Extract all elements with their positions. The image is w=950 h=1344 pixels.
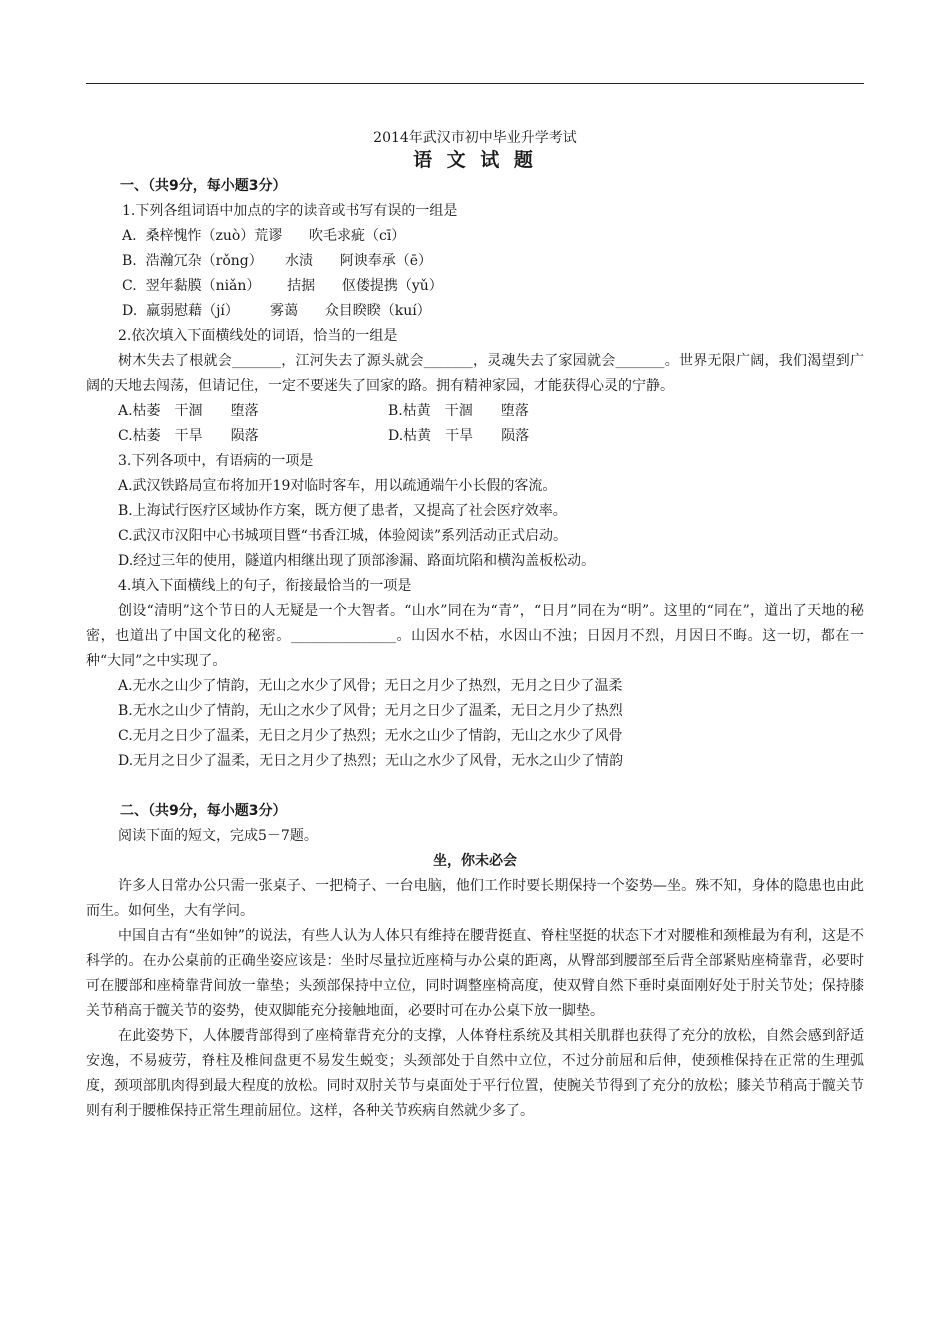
question-3-option-b: B.上海试行医疗区域协作方案，既方便了患者，又提高了社会医疗效率。	[118, 503, 567, 519]
question-1-option-a: A. 桑梓愧怍（zuò）荒谬 吹毛求疵（cī）	[122, 228, 406, 244]
question-2-option-c: C.枯萎 干旱 陨落	[118, 428, 259, 444]
section-spacer	[86, 774, 864, 799]
question-4-option-b: B.无水之山少了情韵，无山之水少了风骨；无月之日少了温柔，无日之月少了热烈	[118, 703, 623, 719]
article-paragraph-2: 中国自古有“坐如钟”的说法，有些人认为人体只有维持在腰背挺直、脊柱坚挺的状态下才对腰椎和颈椎最为有利，这是不科学的。在办公桌前的正确坐姿应该是：坐时尽量拉近座椅与办公桌的距离，从臀部到腰部至后背全部紧贴座椅靠背，必要时可在腰部和座椅靠背间放一靠垫；头颈部保持中立位，同时调整座椅高度，使双臂自然下垂时桌面刚好处于肘关节处；保持膝关节稍高于髋关节的姿势，使双脚能充分接触地面，必要时可在办公桌下放一脚垫。	[86, 928, 864, 1019]
question-3-option-d: D.经过三年的使用，隧道内相继出现了顶部渗漏、路面坑陷和横沟盖板松动。	[118, 553, 596, 569]
question-2-option-a: A.枯萎 干涸 堕落	[118, 403, 259, 419]
section-1-heading: 一、（共9分，每小题3分）	[120, 178, 287, 194]
question-2-option-b: B.枯黄 干涸 堕落	[388, 403, 529, 419]
header-rule	[86, 83, 864, 84]
article-paragraph-1: 许多人日常办公只需一张桌子、一把椅子、一台电脑，他们工作时要长期保持一个姿势—坐。殊不知，身体的隐患也由此而生。如何坐，大有学问。	[86, 878, 864, 919]
question-3-option-c: C.武汉市汉阳中心书城项目暨“书香江城，体验阅读”系列活动正式启动。	[118, 528, 567, 544]
subject-title: 语 文 试 题	[413, 149, 537, 171]
question-4-option-d: D.无月之日少了温柔，无日之月少了热烈；无山之水少了风骨，无水之山少了情韵	[118, 753, 624, 769]
section-2-heading: 二、（共9分，每小题3分）	[120, 803, 287, 819]
question-1-option-c: C. 翌年黏膜（niǎn） 拮据 伛偻提携（yǔ）	[122, 278, 443, 294]
question-2-options	[86, 399, 864, 449]
question-4-option-c: C.无月之日少了温柔，无日之月少了热烈；无水之山少了情韵，无山之水少了风骨	[118, 728, 623, 744]
question-2-passage: 树木失去了根就会_______，江河失去了源头就会_______，灵魂失去了家园就会_______。世界无限广阔，我们渴望到广阔的天地去闯荡，但请记住，一定不要迷失了回家的路。拥有精神家园，才能获得心灵的宁静。	[86, 353, 864, 394]
question-1-option-b: B. 浩瀚冗杂（rǒng） 水渍 阿谀奉承（ē）	[122, 253, 432, 269]
question-1-stem: 1.下列各组词语中加点的字的读音或书写有误的一组是	[122, 203, 458, 219]
article-title: 坐，你未必会	[433, 853, 517, 869]
question-1-option-d: D. 羸弱慰藉（jí） 雾蔼 众目睽睽（kuí）	[122, 303, 431, 319]
question-2-stem: 2.依次填入下面横线处的词语，恰当的一组是	[118, 328, 398, 344]
question-4-option-a: A.无水之山少了情韵，无山之水少了风骨；无日之月少了热烈，无月之日少了温柔	[118, 678, 623, 694]
article-paragraph-3: 在此姿势下，人体腰背部得到了座椅靠背充分的支撑，人体脊柱系统及其相关肌群也获得了充分的放松，自然会感到舒适安逸，不易疲劳，脊柱及椎间盘更不易发生蜕变；头颈部处于自然中立位，不过分前屈和后伸，使颈椎保持在正常的生理弧度，颈项部肌肉得到最大程度的放松。同时双肘关节与桌面处于平行位置，使腕关节得到了充分的放松；膝关节稍高于髋关节则有利于腰椎保持正常生理前屈位。这样，各种关节疾病自然就少多了。	[86, 1028, 864, 1119]
document-body	[86, 128, 864, 1124]
exam-title: 2014年武汉市初中毕业升学考试	[373, 130, 577, 146]
question-2-option-d: D.枯黄 干旱 陨落	[388, 428, 530, 444]
section-2-instruction: 阅读下面的短文，完成5－7题。	[118, 828, 318, 844]
question-3-option-a: A.武汉铁路局宣布将加开19对临时客车，用以疏通端午小长假的客流。	[118, 478, 557, 494]
question-4-stem: 4.填入下面横线上的句子，衔接最恰当的一项是	[118, 578, 412, 594]
question-3-stem: 3.下列各项中，有语病的一项是	[118, 453, 314, 469]
question-4-passage: 创设“清明”这个节日的人无疑是一个大智者。“山水”同在为“青”，“日月”同在为“明”。这里的“同在”，道出了天地的秘密，也道出了中国文化的秘密。_______________。山因水不枯，水因山不浊；日因月不烈，月因日不晦。这一切，都在一种“大同”之中实现了。	[86, 603, 864, 669]
